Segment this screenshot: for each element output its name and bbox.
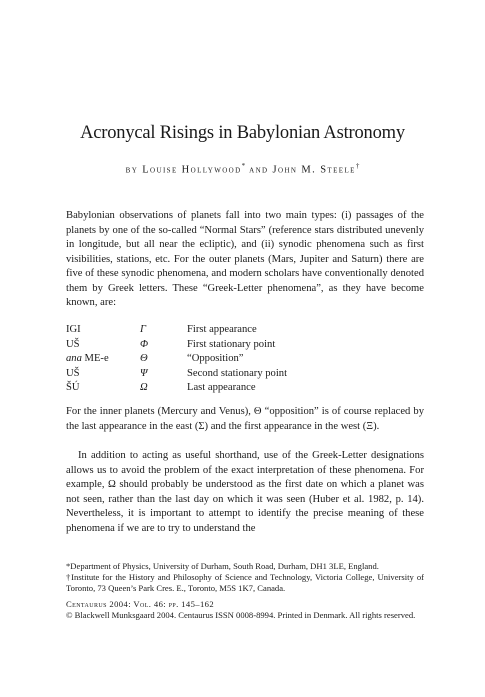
- phenomenon-meaning: First appearance: [187, 324, 257, 335]
- phenomena-row: [66, 323, 424, 338]
- article-title: Acronycal Risings in Babylonian Astronomy: [80, 123, 405, 143]
- phenomena-row: [66, 352, 424, 367]
- journal-citation: Centaurus 2004: Vol. 46: pp. 145–162: [66, 598, 215, 609]
- author-name: Louise Hollywood: [142, 164, 242, 176]
- phenomena-row: [66, 381, 424, 396]
- byline-by: by: [125, 164, 139, 176]
- byline-and: and: [249, 164, 269, 176]
- body-paragraph: In addition to acting as useful shorthand, use of the Greek-Letter designations allows us to avoid the problem of the exact interpretation of these phenomena. For example, Ω should probably be understood as the first date on which a planet was not seen, rather than the last day on which it was seen (Huber et al. 1982, p. 14). Nevertheless, it is important to attempt to identify the precise meaning of these phenomena if we are to try to understand the: [66, 450, 424, 534]
- phenomena-row: [66, 338, 424, 353]
- greek-symbol: Θ: [140, 353, 148, 365]
- akkadian-term: IGI: [66, 324, 81, 335]
- footnotes: [66, 561, 424, 621]
- copyright-notice: © Blackwell Munksgaard 2004. Centaurus ISSN 0008-8994. Printed in Denmark. All rights reserved.: [66, 609, 416, 620]
- footnote: †Institute for the History and Philosophy of Science and Technology, Victoria College, University of Toronto, 73 Queen’s Park Cres. E., Toronto, M5S 1K7, Canada.: [66, 572, 424, 594]
- greek-symbol: Γ: [140, 324, 147, 335]
- author-name: John M. Steele: [272, 164, 356, 176]
- phenomena-row: [66, 367, 424, 382]
- body-paragraph: For the inner planets (Mercury and Venus), Θ “opposition” is of course replaced by the last appearance in the east (Σ) and the first appearance in the west (Ξ).: [66, 406, 424, 432]
- greek-symbol: Ω: [140, 382, 148, 394]
- phenomenon-meaning: First stationary point: [187, 338, 276, 350]
- phenomenon-meaning: Last appearance: [187, 382, 256, 394]
- author-byline: [0, 159, 485, 178]
- greek-symbol: Φ: [140, 338, 149, 350]
- author-footnote-mark: †: [355, 162, 360, 170]
- greek-symbol: Ψ: [140, 367, 148, 379]
- akkadian-term: ana ME-e: [66, 353, 109, 365]
- footnote: *Department of Physics, University of Durham, South Road, Durham, DH1 3LE, England.: [66, 561, 379, 571]
- akkadian-term: ŠÚ: [66, 382, 80, 394]
- akkadian-term: UŠ: [66, 338, 80, 350]
- akkadian-term: UŠ: [66, 367, 80, 379]
- author-footnote-mark: *: [241, 162, 246, 170]
- phenomenon-meaning: “Opposition”: [187, 353, 244, 365]
- body-paragraph: Babylonian observations of planets fall into two main types: (i) passages of the planets by one of the so-called “Normal Stars” (reference stars distributed unevenly in longitude, but all near the ecliptic), and (ii) synodic phenomena such as first visibilities, stations, etc. For the outer planets (Mars, Jupiter and Saturn) there are five of these synodic phenomena, and modern scholars have conventionally denoted them by Greek letters. These “Greek-Letter phenomena”, as they have become known, are:: [66, 210, 424, 309]
- phenomena-table: [66, 323, 424, 396]
- phenomenon-meaning: Second stationary point: [187, 367, 288, 379]
